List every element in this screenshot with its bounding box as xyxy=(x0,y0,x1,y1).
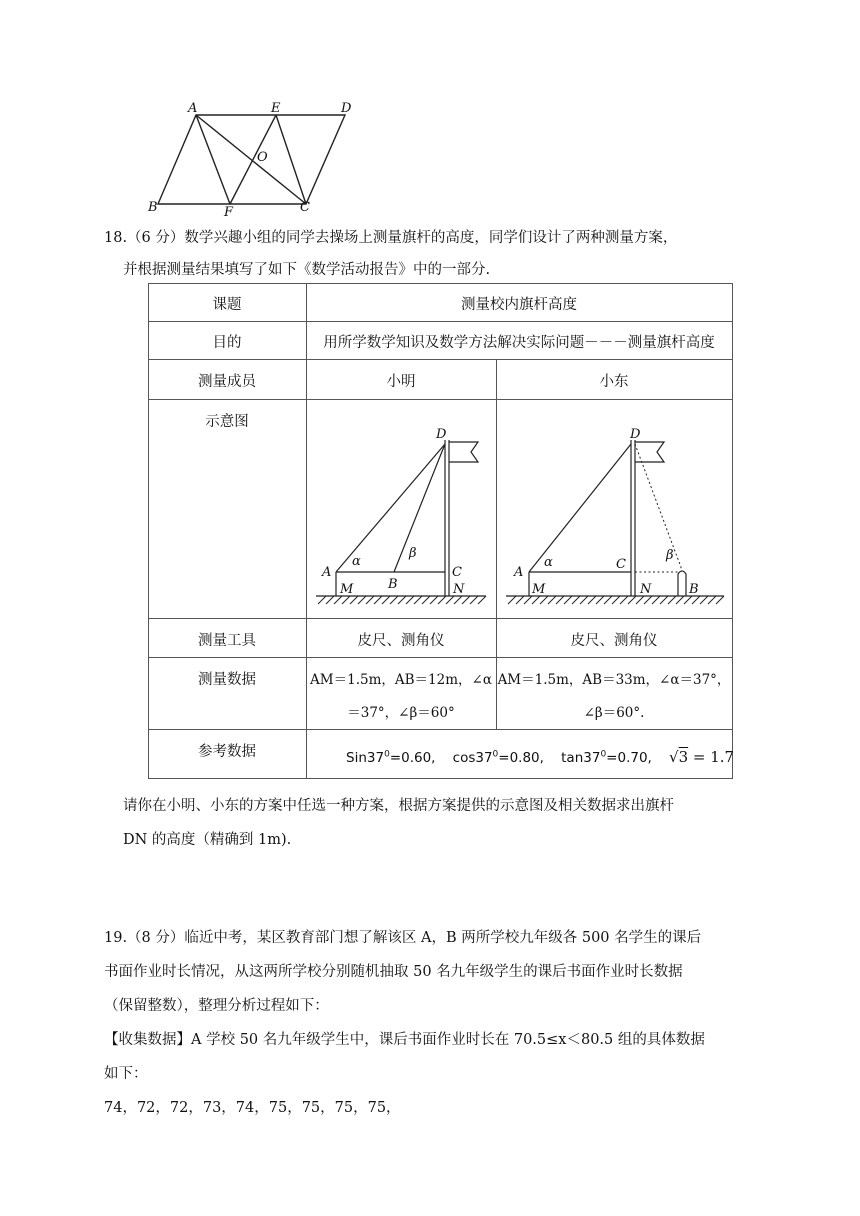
ref-sqrt3-value: = 1.7 xyxy=(692,748,735,766)
d1-label-n: N xyxy=(453,582,465,597)
d2-label-d: D xyxy=(630,427,641,442)
row-topic-label: 课题 xyxy=(212,297,242,313)
d2-label-beta: β xyxy=(666,548,674,563)
d1-label-a: A xyxy=(322,565,332,580)
ref-sqrt3: 3 xyxy=(678,748,689,766)
q19-line-1: 19.（8 分）临近中考，某区教育部门想了解该区 A，B 两所学校九年级各 500 名学生的课后 xyxy=(104,930,702,946)
d2-label-c: C xyxy=(616,557,626,572)
q18-line-2: 并根据测量结果填写了如下《数学活动报告》中的一部分. xyxy=(123,262,491,278)
ref-sin-value: =0.60, xyxy=(389,750,436,766)
label-d: D xyxy=(341,101,352,116)
row-tools-label: 测量工具 xyxy=(198,633,256,649)
q19-line-4: 【收集数据】A 学校 50 名九年级学生中，课后书面作业时长在 70.5≤x＜80.5 组的具体数据 xyxy=(104,1032,705,1048)
member-xiaodong: 小东 xyxy=(599,374,629,390)
diagram-xiaoming xyxy=(308,400,496,618)
q18-task-line-1: 请你在小明、小东的方案中任选一种方案，根据方案提供的示意图及相关数据求出旗杆 xyxy=(123,798,674,814)
row-purpose-value: 用所学数学知识及数学方法解决实际问题－－－测量旗杆高度 xyxy=(323,335,715,351)
d2-label-m: M xyxy=(532,582,546,597)
row-data-label: 测量数据 xyxy=(198,672,256,688)
row-members-label: 测量成员 xyxy=(198,374,256,390)
sqrt-symbol: √3 = 1.7 xyxy=(669,748,735,766)
label-f: F xyxy=(224,205,234,220)
d2-label-a: A xyxy=(514,565,524,580)
d1-label-d: D xyxy=(436,427,447,442)
data-xiaodong-line-1: AM＝1.5m，AB＝33m，∠α＝37°， xyxy=(497,672,731,688)
q18-line-1: 18.（6 分）数学兴趣小组的同学去操场上测量旗杆的高度，同学们设计了两种测量方案， xyxy=(104,230,678,246)
reference-data: $Sin37^0=0.60$, $\cos 37^0=0.80$, $\tan 37^0=0.70$, √3 = 1.7 xyxy=(346,748,735,766)
label-e: E xyxy=(271,101,281,116)
d1-label-m: M xyxy=(340,582,354,597)
ref-tan-value: =0.70, xyxy=(606,750,652,766)
label-b: B xyxy=(148,200,158,215)
d1-label-b: B xyxy=(388,577,398,592)
parallelogram-figure xyxy=(140,100,370,220)
q19-line-3: （保留整数），整理分析过程如下： xyxy=(104,998,329,1014)
data-xiaodong-line-2: ∠β＝60°. xyxy=(583,705,645,721)
ref-cos-value: =0.80, xyxy=(498,750,544,766)
d2-label-n: N xyxy=(640,582,652,597)
label-c: C xyxy=(300,200,310,215)
row-diagram-label: 示意图 xyxy=(205,414,249,430)
ref-cos: cos37 xyxy=(452,750,493,766)
data-xiaoming-line-1: AM＝1.5m，AB＝12m，∠α xyxy=(310,672,492,688)
d2-label-b: B xyxy=(689,582,699,597)
ref-sin: Sin37 xyxy=(346,750,385,766)
activity-report-table xyxy=(148,283,733,779)
q19-line-2: 书面作业时长情况，从这两所学校分别随机抽取 50 名九年级学生的课后书面作业时长数据 xyxy=(104,964,683,980)
member-xiaoming: 小明 xyxy=(386,374,416,390)
data-xiaoming-line-2: ＝37°，∠β＝60° xyxy=(347,705,455,721)
diagram-xiaodong xyxy=(498,400,732,618)
q19-line-6: 74，72，72，73，74，75，75，75，75， xyxy=(104,1100,401,1116)
q19-line-5: 如下： xyxy=(104,1066,148,1082)
tool-xiaoming: 皮尺、测角仪 xyxy=(357,633,445,649)
label-a: A xyxy=(188,101,198,116)
label-o: O xyxy=(257,150,268,165)
d1-label-beta: β xyxy=(409,546,417,561)
ref-tan: tan37 xyxy=(561,750,601,766)
tool-xiaodong: 皮尺、测角仪 xyxy=(570,633,658,649)
row-purpose-label: 目的 xyxy=(212,335,242,351)
d1-label-alpha: α xyxy=(352,554,361,569)
d1-label-c: C xyxy=(452,565,462,580)
row-reference-label: 参考数据 xyxy=(198,744,256,760)
q18-task-line-2: DN 的高度（精确到 1m). xyxy=(123,832,292,848)
row-topic-value: 测量校内旗杆高度 xyxy=(461,297,577,313)
d2-label-alpha: α xyxy=(544,555,553,570)
